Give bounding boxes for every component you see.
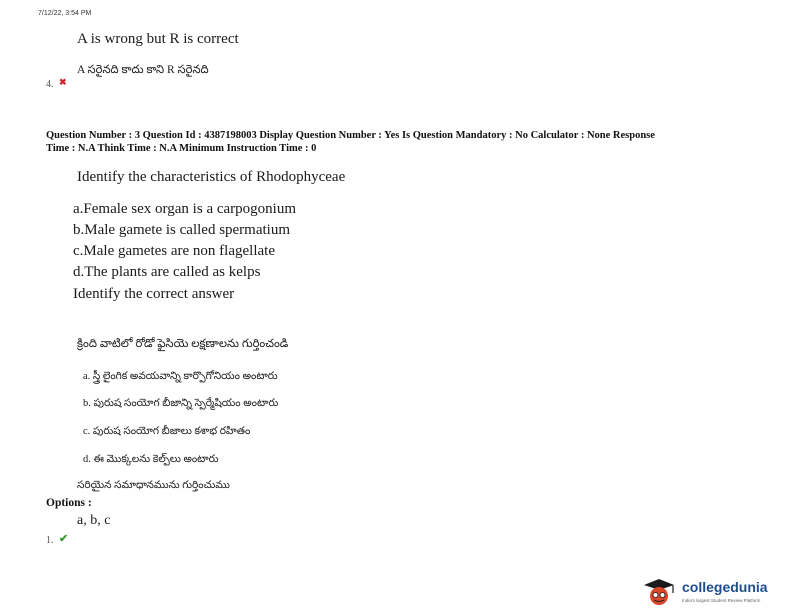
previous-option-telugu: A సరైనది కాదు కాని R సరైనది xyxy=(77,64,209,76)
statement-a-telugu: a. స్త్రీ లైంగిక అవయవాన్ని కార్పొగోనియం అంటారు xyxy=(83,371,278,382)
previous-option-number: 4. xyxy=(46,79,54,90)
previous-option-english: A is wrong but R is correct xyxy=(77,31,239,47)
statement-d-english: d.The plants are called as kelps xyxy=(73,264,261,280)
question-meta-line-2: Time : N.A Think Time : N.A Minimum Instruction Time : 0 xyxy=(46,143,317,154)
instruction-english: Identify the correct answer xyxy=(73,286,235,302)
options-label: Options : xyxy=(46,497,92,509)
check-icon: ✔ xyxy=(59,533,69,545)
statement-b-english: b.Male gamete is called spermatium xyxy=(73,222,291,238)
mascot-icon xyxy=(640,576,680,610)
cross-icon: ✖ xyxy=(59,77,67,87)
brand-tagline: India's largest Student Review Platform xyxy=(682,598,761,603)
option-1-number: 1. xyxy=(46,535,54,546)
question-meta-line-1: Question Number : 3 Question Id : 4387198003 Display Question Number : Yes Is Question Mandatory : No Calculator : None Response xyxy=(46,130,655,141)
statement-b-telugu: b. పురుష సంయోగ బీజాన్ని స్పెర్మేషియం అంటారు xyxy=(83,398,279,409)
instruction-telugu: సరియైన సమాధానమును గుర్తించుము xyxy=(77,480,230,491)
brand-name: collegedunia xyxy=(682,579,768,595)
statement-d-telugu: d. ఈ మొక్కలను కెల్ప్‌లు అంటారు xyxy=(83,454,219,465)
question-prompt-english: Identify the characteristics of Rhodophyceae xyxy=(77,169,346,185)
statement-c-telugu: c. పురుష సంయోగ బీజాలు కశాభ రహితం xyxy=(83,426,251,437)
option-1-text: a, b, c xyxy=(77,513,111,528)
statement-a-english: a.Female sex organ is a carpogonium xyxy=(73,201,296,217)
print-timestamp: 7/12/22, 3:54 PM xyxy=(38,10,92,17)
statement-c-english: c.Male gametes are non flagellate xyxy=(73,243,275,259)
collegedunia-logo xyxy=(640,576,790,610)
question-prompt-telugu: క్రింది వాటిలో రోడో ఫైసియె లక్షణాలను గుర్తించండి xyxy=(77,338,289,350)
